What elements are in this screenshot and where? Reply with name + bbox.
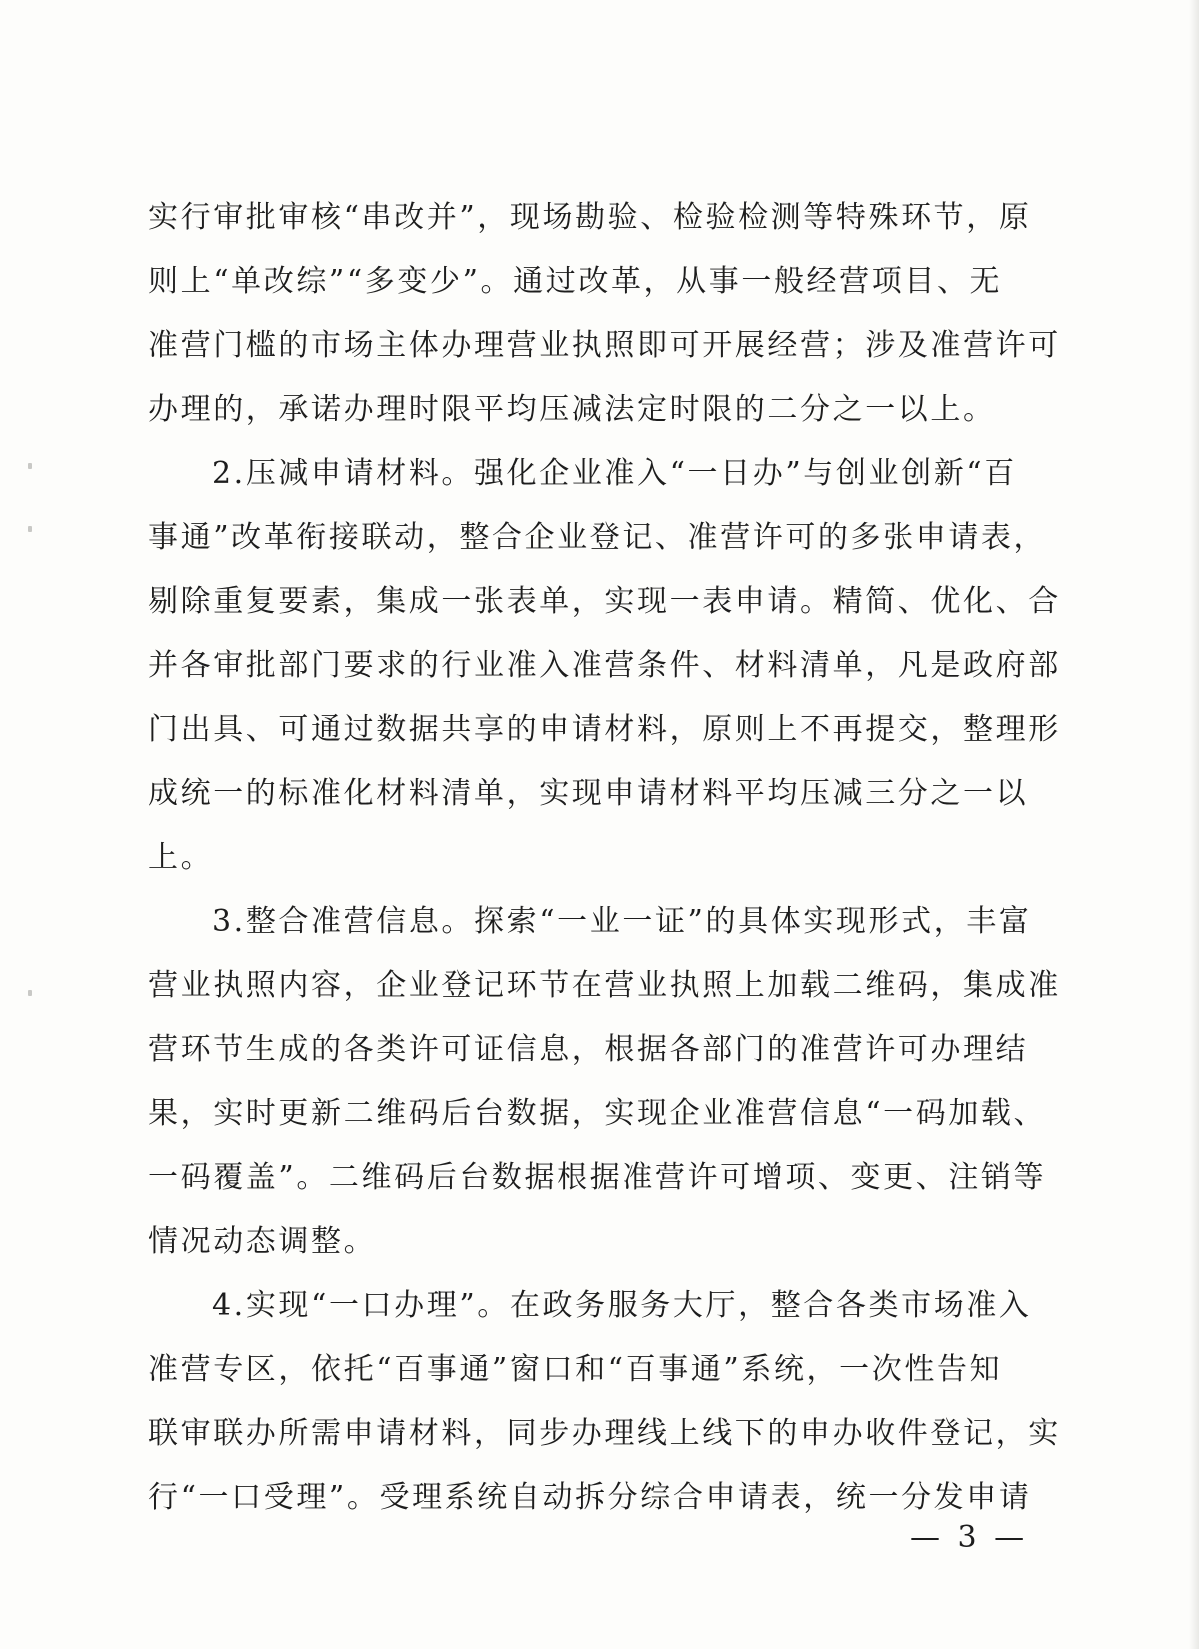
text-line: 准营专区，依托“百事通”窗口和“百事通”系统，一次性告知 <box>148 1352 1003 1387</box>
text-line: 4.实现“一口办理”。在政务服务大厅，整合各类市场准入 <box>212 1288 1032 1323</box>
scan-edge <box>1189 0 1199 1649</box>
text-line: 一码覆盖”。二维码后台数据根据准营许可增项、变更、注销等 <box>148 1160 1047 1195</box>
body-text <box>148 186 1061 1530</box>
text-line: 剔除重复要素，集成一张表单，实现一表申请。精简、优化、合 <box>148 584 1061 619</box>
scan-mark <box>28 526 32 532</box>
text-line: 事通”改革衔接联动，整合企业登记、准营许可的多张申请表， <box>148 520 1047 555</box>
scan-mark <box>28 463 32 469</box>
text-line: 实行审批审核“串改并”，现场勘验、检验检测等特殊环节，原 <box>148 200 1032 235</box>
scan-mark <box>28 990 32 996</box>
text-line: 2.压减申请材料。强化企业准入“一日办”与创业创新“百 <box>212 456 1017 491</box>
text-line: 成统一的标准化材料清单，实现申请材料平均压减三分之一以 <box>148 776 1029 811</box>
text-line: 行“一口受理”。受理系统自动拆分综合申请表，统一分发申请 <box>148 1480 1032 1515</box>
text-line: 上。 <box>148 840 214 875</box>
text-line: 联审联办所需申请材料，同步办理线上线下的申办收件登记，实 <box>148 1416 1061 1451</box>
text-line: 果，实时更新二维码后台数据，实现企业准营信息“一码加载、 <box>148 1096 1047 1131</box>
page-number: — 3 — <box>910 1520 1029 1555</box>
text-line: 则上“单改综”“多变少”。通过改革，从事一般经营项目、无 <box>148 264 1003 299</box>
text-line: 营环节生成的各类许可证信息，根据各部门的准营许可办理结 <box>148 1032 1029 1067</box>
text-line: 并各审批部门要求的行业准入准营条件、材料清单，凡是政府部 <box>148 648 1061 683</box>
text-line: 办理的，承诺办理时限平均压减法定时限的二分之一以上。 <box>148 392 996 427</box>
text-line: 情况动态调整。 <box>148 1224 377 1259</box>
text-line: 门出具、可通过数据共享的申请材料，原则上不再提交，整理形 <box>148 712 1061 747</box>
text-line: 3.整合准营信息。探索“一业一证”的具体实现形式，丰富 <box>212 904 1032 939</box>
text-line: 营业执照内容，企业登记环节在营业执照上加载二维码，集成准 <box>148 968 1061 1003</box>
text-line: 准营门槛的市场主体办理营业执照即可开展经营；涉及准营许可 <box>148 328 1061 363</box>
